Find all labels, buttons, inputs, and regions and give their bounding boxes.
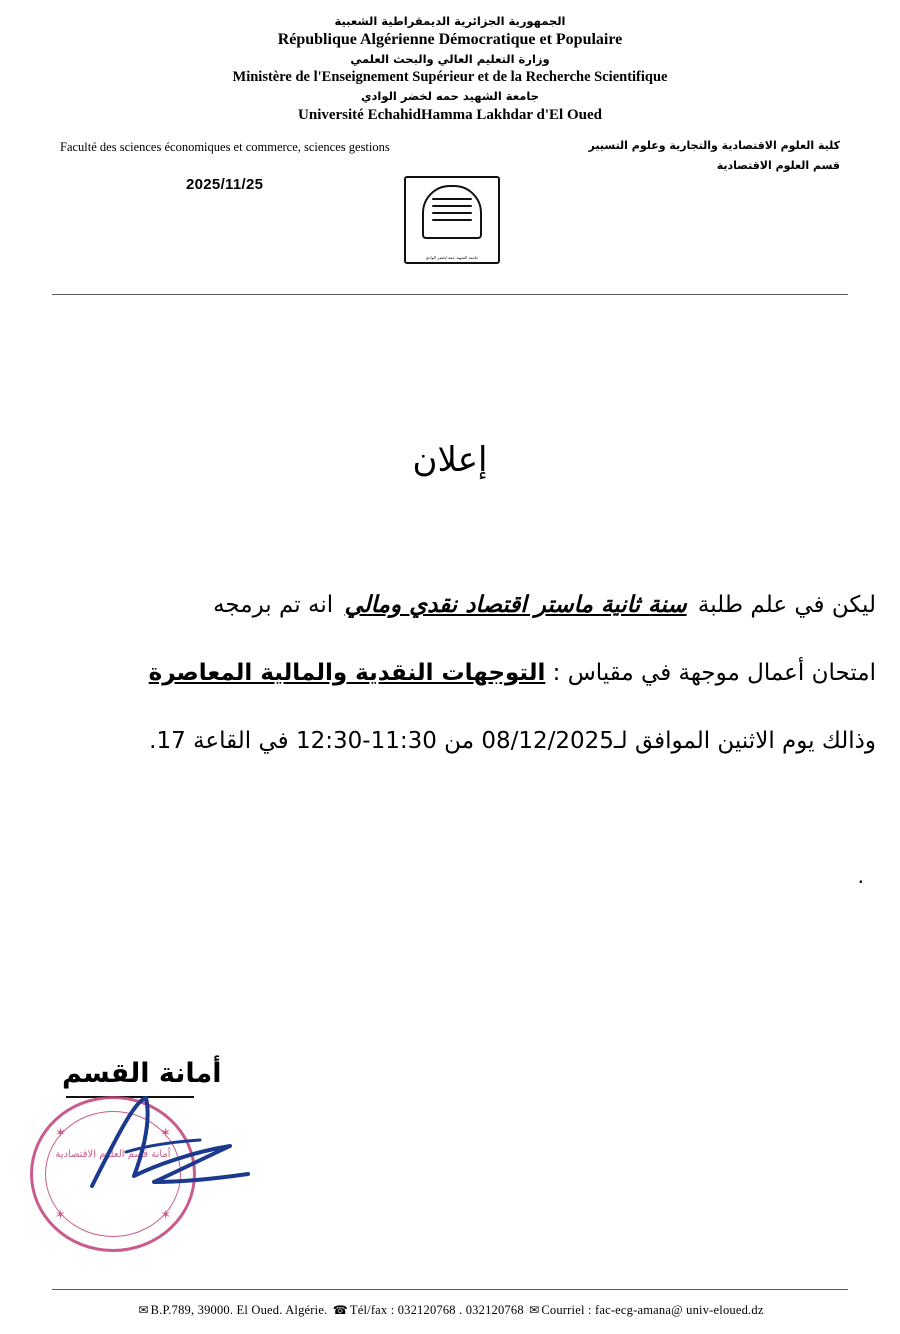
announcement-body <box>76 572 876 776</box>
paragraph-2-subject-highlight: التوجهات النقدية والمالية المعاصرة <box>148 659 546 686</box>
announcement-title: إعلان <box>412 440 488 480</box>
paragraph-1-program-highlight: سنة ثانية ماستر اقتصاد نقدي ومالي <box>344 592 687 618</box>
announcement-paragraph-2 <box>76 640 876 708</box>
document-date: 2025/11/25 <box>186 176 264 193</box>
document-header <box>0 14 900 125</box>
stray-dot-mark: . <box>857 864 864 888</box>
document-footer <box>0 1303 900 1318</box>
phone-icon: ☎ <box>332 1303 348 1317</box>
header-line-arabic-university: جامعة الشهيد حمه لخضر الوادي <box>360 89 539 104</box>
mail-icon: ✉ <box>529 1303 540 1317</box>
header-line-arabic-republic: الجمهورية الجزائرية الديمقراطية الشعبية <box>334 14 566 28</box>
paragraph-2-text-before: امتحان أعمال موجهة في مقياس : <box>552 659 876 686</box>
official-stamp: ✶ ✶ ✶ ✶ أمانة قسم العلوم الاقتصادية <box>30 1096 196 1252</box>
department-arabic-line: قسم العلوم الاقتصادية <box>716 158 840 172</box>
emblem-caption: جامعة الشهيد حمه لخضر الوادي <box>425 254 479 260</box>
faculty-name-arabic <box>540 136 840 176</box>
header-line-arabic-ministry: وزارة التعليم العالي والبحث العلمي <box>350 52 550 67</box>
footer-email: Courriel : fac-ecg-amana@ univ-eloued.dz <box>541 1303 764 1317</box>
university-emblem-icon <box>404 176 496 260</box>
header-line-french-republic: République Algérienne Démocratique et Populaire <box>277 30 623 48</box>
paragraph-1-text-after: انه تم برمجه <box>213 592 334 618</box>
header-line-french-ministry: Ministère de l'Enseignement Supérieur et de la Recherche Scientifique <box>232 68 668 85</box>
handwritten-signature <box>80 1090 280 1200</box>
header-line-french-university: Université EchahidHamma Lakhdar d'El Oued <box>298 107 602 124</box>
paragraph-1-text-before: ليكن في علم طلبة <box>697 592 876 618</box>
envelope-icon: ✉ <box>138 1303 149 1317</box>
footer-address: B.P.789, 39000. El Oued. Algérie. <box>150 1303 328 1317</box>
footer-phone: Tél/fax : 032120768 . 032120768 <box>349 1303 524 1317</box>
faculty-name-french: Faculté des sciences économiques et commerce, sciences gestions <box>60 140 390 154</box>
header-divider <box>52 294 848 295</box>
announcement-paragraph-1 <box>76 572 876 640</box>
footer-divider <box>52 1289 848 1290</box>
signature-label: أمانة القسم <box>62 1058 222 1089</box>
stamp-text: أمانة قسم العلوم الاقتصادية <box>55 1149 171 1160</box>
faculty-arabic-line-1: كلية العلوم الاقتصادية والتجارية وعلوم التسيير <box>588 139 840 152</box>
announcement-paragraph-3: وذالك يوم الاثنين الموافق لـ08/12/2025 من 11:30-12:30 في القاعة 17. <box>149 727 876 754</box>
